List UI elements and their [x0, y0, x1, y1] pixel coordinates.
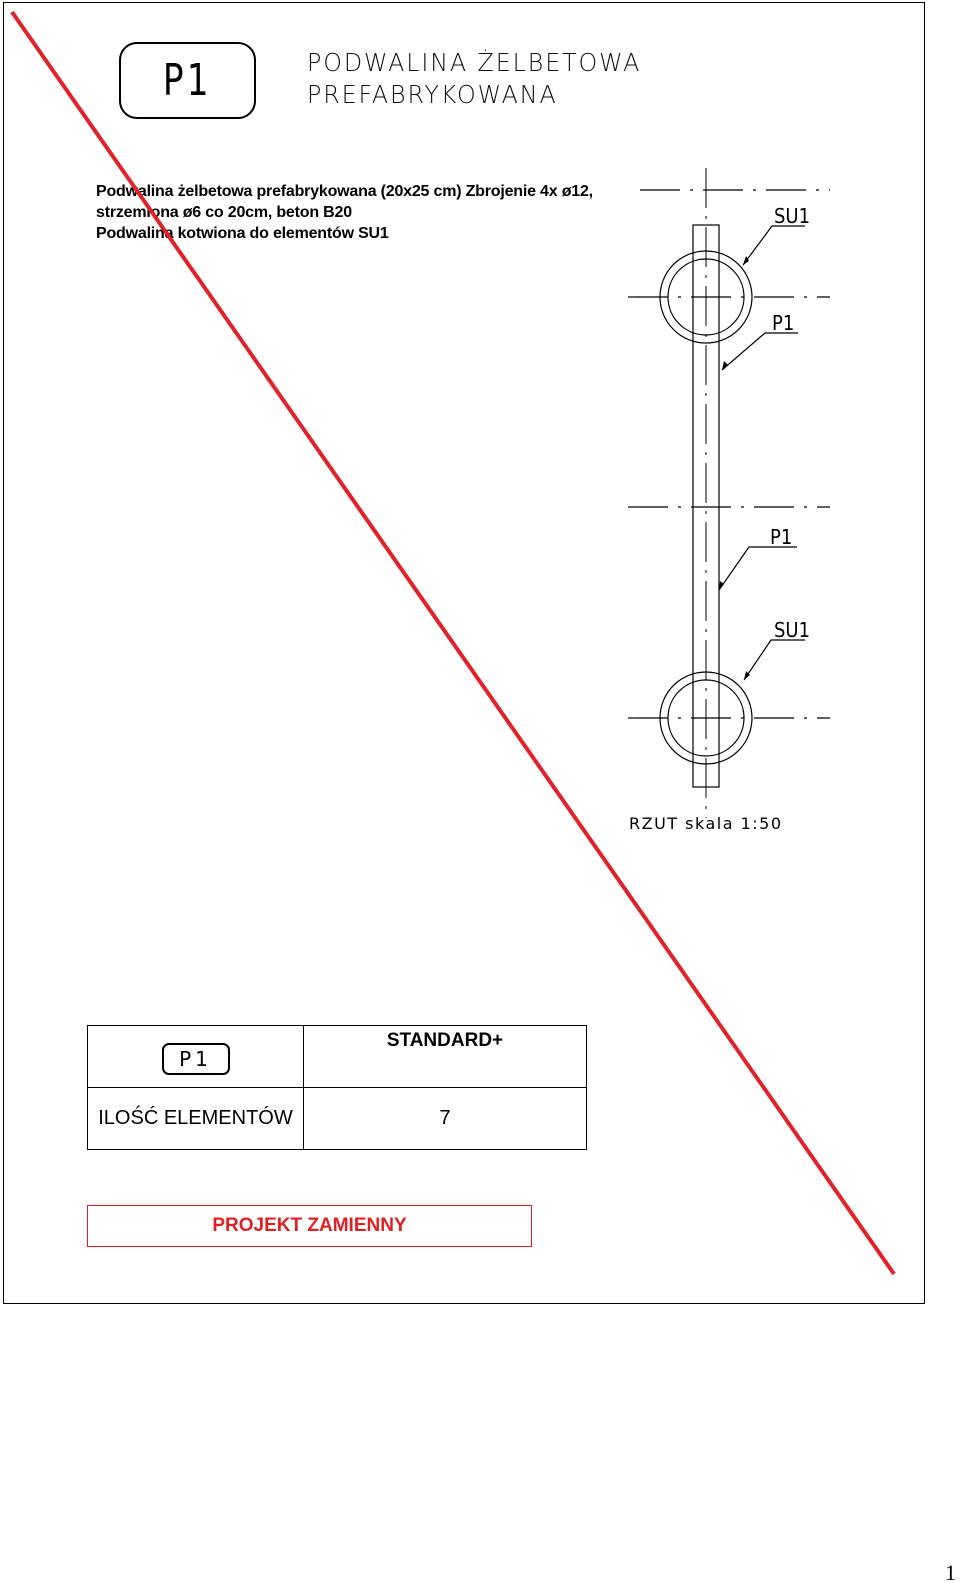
- description-line-3: Podwalina kotwiona do elementów SU1: [96, 225, 389, 242]
- label-p1-top: P1: [772, 311, 795, 335]
- variant-label: STANDARD+: [386, 1030, 504, 1051]
- table-element-tag: P1: [162, 1043, 230, 1075]
- drawing-caption: RZUT skala 1:50: [629, 814, 783, 833]
- description-line-2: strzemiona ø6 co 20cm, beton B20: [96, 204, 352, 221]
- red-diagonal-strike: [12, 12, 894, 1274]
- label-su1-bottom: SU1: [774, 618, 811, 642]
- count-value: 7: [439, 1107, 451, 1129]
- element-tag: P1: [163, 55, 212, 106]
- title-line-2: PREFABRYKOWANA: [307, 80, 558, 109]
- count-label: ILOŚĆ ELEMENTÓW: [98, 1107, 293, 1129]
- replacement-project-stamp: PROJEKT ZAMIENNY: [87, 1205, 532, 1247]
- page-number: 1: [945, 1560, 956, 1585]
- label-p1-bottom: P1: [770, 525, 793, 549]
- description-line-1: Podwalina żelbetowa prefabrykowana (20x25 cm) Zbrojenie 4x ø12,: [96, 183, 593, 200]
- title-line-1: PODWALINA ŻELBETOWA: [307, 48, 642, 77]
- label-su1-top: SU1: [774, 204, 811, 228]
